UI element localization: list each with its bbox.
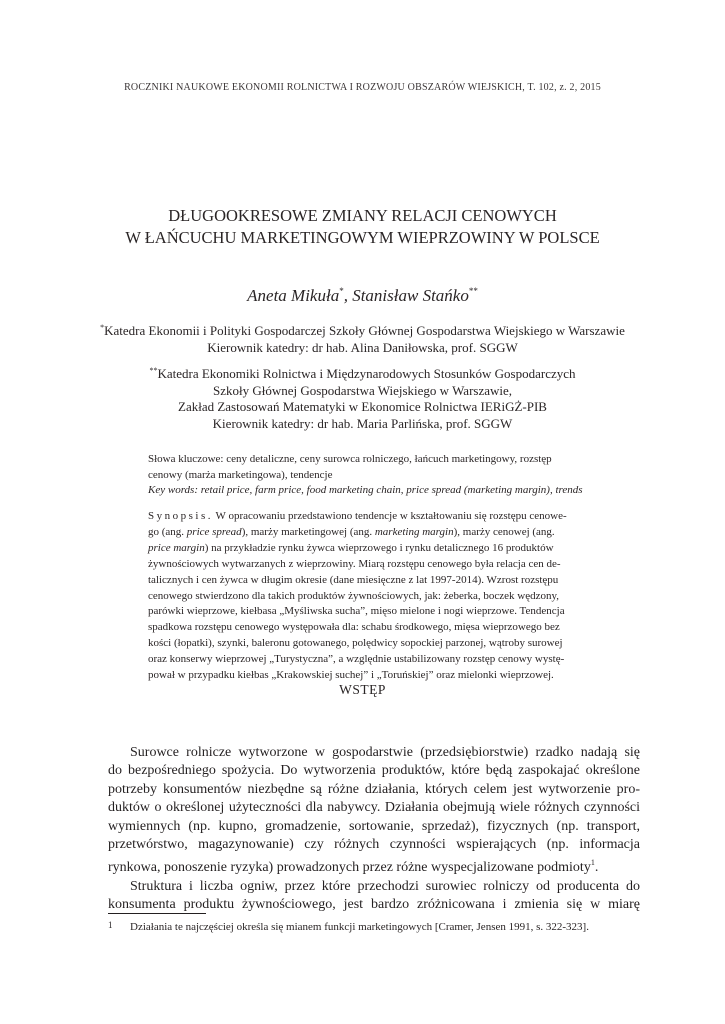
body-text-span: rynkowa, ponoszenie ryzyka) prowadzonych przez różne wyspecjalizowane podmioty bbox=[108, 860, 591, 876]
synopsis-text: ), marży marketingowej (ang. bbox=[241, 525, 375, 538]
keywords-pl-line-2: cenowy (marża marketingowa), tendencje bbox=[148, 468, 333, 481]
body-line: konsumenta produktu żywnościowego, jest bardzo zróżnicowana i zmienia się w miarę bbox=[108, 897, 640, 913]
affiliation-2-line-1 bbox=[0, 363, 725, 383]
author-1-mark: * bbox=[339, 286, 344, 296]
footnote-divider bbox=[108, 913, 206, 914]
footnote-number: 1 bbox=[108, 920, 113, 930]
body-line: do bezpośredniego spożycia. Do wytworzenia produktów, które będą zaspokajać określone bbox=[108, 763, 640, 779]
synopsis bbox=[148, 509, 596, 684]
affiliation-1-line-1 bbox=[0, 320, 725, 340]
synopsis-term: price margin bbox=[148, 541, 205, 554]
author-separator: , bbox=[343, 286, 353, 305]
body-line bbox=[108, 854, 640, 877]
synopsis-line-7: parówki wieprzowe, kiełbasa „Myśliwska sucha”, mięso mielone i nogi wieprzowe. Tendencja bbox=[148, 605, 565, 618]
synopsis-text: ), marży cenowej (ang. bbox=[453, 525, 555, 538]
body-line: Surowce rolnicze wytworzone w gospodarstwie (przedsiębiorstwie) rzadko nadają się bbox=[130, 745, 640, 760]
footnote bbox=[108, 918, 640, 934]
synopsis-term: marketing margin bbox=[374, 525, 454, 538]
synopsis-line-6: cenowego stwierdzono dla takich produktów żywnościowych, jak: żeberka, boczek wędzony, bbox=[148, 589, 560, 602]
body-line: wymiennych (np. kupno, gromadzenie, sortowanie, sprzedaż), fizycznych (np. transport, bbox=[108, 818, 640, 834]
affiliation-1-mark: * bbox=[100, 323, 105, 332]
affiliation-1 bbox=[0, 320, 725, 356]
author-2-mark: ** bbox=[468, 286, 478, 296]
synopsis-term: price spread bbox=[186, 525, 242, 538]
synopsis-line-11: pował w przypadku kiełbas „Krakowskiej suchej” i „Toruńskiej” oraz mielonki wieprzowej. bbox=[148, 669, 554, 682]
synopsis-line-5: talicznych i cen żywca w długim okresie (dane miesięczne z lat 1997-2014). Wzrost rozstępu bbox=[148, 573, 559, 586]
synopsis-line-10: oraz konserwy wieprzowej „Turystyczna”, a względnie ustabilizowany rozstęp cenowy wystę- bbox=[148, 653, 565, 666]
author-1: Aneta Mikuła bbox=[247, 286, 340, 305]
affiliation-1-line-2: Kierownik katedry: dr hab. Alina Daniłowska, prof. SGGW bbox=[207, 339, 518, 355]
body-text-span: . bbox=[594, 860, 599, 876]
title-line-1: DŁUGOOKRESOWE ZMIANY RELACJI CENOWYCH bbox=[168, 206, 557, 225]
keywords-pl-line-1: Słowa kluczowe: ceny detaliczne, ceny surowca rolniczego, łańcuch marketingowy, rozstęp bbox=[148, 453, 552, 465]
affiliation-2-line-4: Kierownik katedry: dr hab. Maria Parlińska, prof. SGGW bbox=[212, 415, 513, 431]
body-line: przetwórstwo, magazynowanie) czy różnych czynności wspierających (np. informacja bbox=[108, 837, 640, 853]
body-line: potrzeby konsumentów niezbędne są różne działania, których celem jest wytworzenie pro- bbox=[108, 781, 640, 797]
title-line-2: W ŁAŃCUCHU MARKETINGOWYM WIEPRZOWINY W POLSCE bbox=[125, 228, 600, 247]
section-heading: WSTĘP bbox=[339, 682, 386, 697]
synopsis-line-3 bbox=[148, 541, 596, 557]
affiliation-2 bbox=[0, 363, 725, 432]
synopsis-line-2 bbox=[148, 525, 596, 541]
running-header: ROCZNIKI NAUKOWE EKONOMII ROLNICTWA I ROZWOJU OBSZARÓW WIEJSKICH, T. 102, z. 2, 2015 bbox=[124, 82, 601, 93]
synopsis-line-1 bbox=[148, 509, 596, 525]
body-text bbox=[108, 744, 640, 915]
synopsis-line-8: spadkowa rozstępu cenowego występowała dla: schabu środkowego, mięsa wieprzowego bez bbox=[148, 621, 560, 634]
body-line: Struktura i liczba ogniw, przez które przechodzi surowiec rolniczy od producenta do bbox=[130, 878, 640, 894]
synopsis-text: W opracowaniu przedstawiono tendencje w kształtowaniu się rozstępu cenowe- bbox=[213, 510, 567, 522]
author-2: Stanisław Stańko bbox=[352, 286, 469, 305]
footnote-ref: 1 bbox=[590, 858, 595, 868]
affiliation-2-line-2: Szkoły Głównej Gospodarstwa Wiejskiego w Warszawie, bbox=[212, 382, 513, 398]
affiliation-2-text-1: Katedra Ekonomiki Rolnictwa i Międzynarodowych Stosunków Gospodarczych bbox=[157, 366, 576, 381]
affiliation-1-text-1: Katedra Ekonomii i Polityki Gospodarczej Szkoły Głównej Gospodarstwa Wiejskiego w Warszawie bbox=[104, 323, 625, 338]
synopsis-line-9: kości (łopatki), szynki, baleronu gotowanego, polędwicy sopockiej parzonej, wątroby surowej bbox=[148, 637, 563, 650]
affiliation-2-line-3: Zakład Zastosowań Matematyki w Ekonomice Rolnictwa IERiGŻ-PIB bbox=[178, 399, 547, 414]
synopsis-label: Synopsis. bbox=[148, 510, 213, 522]
synopsis-text: ) na przykładzie rynku żywca wieprzowego i rynku detalicznego 16 produktów bbox=[204, 541, 554, 554]
article-title bbox=[0, 205, 725, 249]
affiliation-2-mark: ** bbox=[149, 366, 158, 375]
keywords-block bbox=[148, 452, 596, 499]
synopsis-line-4: żywnościowych wytwarzanych z wieprzowiny. Miarą rozstępu cenowego była relacja cen de- bbox=[148, 557, 561, 570]
authors bbox=[0, 286, 725, 306]
footnote-text: Działania te najczęściej określa się mianem funkcji marketingowych [Cramer, Jensen 1991, s. 322-323]. bbox=[130, 921, 589, 933]
keywords-en: Key words: retail price, farm price, food marketing chain, price spread (marketing margin), trends bbox=[148, 484, 583, 497]
synopsis-text: go (ang. bbox=[148, 525, 187, 538]
body-line: duktów o określonej użyteczności dla nabywcy. Działania obejmują wiele różnych czynności bbox=[108, 800, 640, 816]
